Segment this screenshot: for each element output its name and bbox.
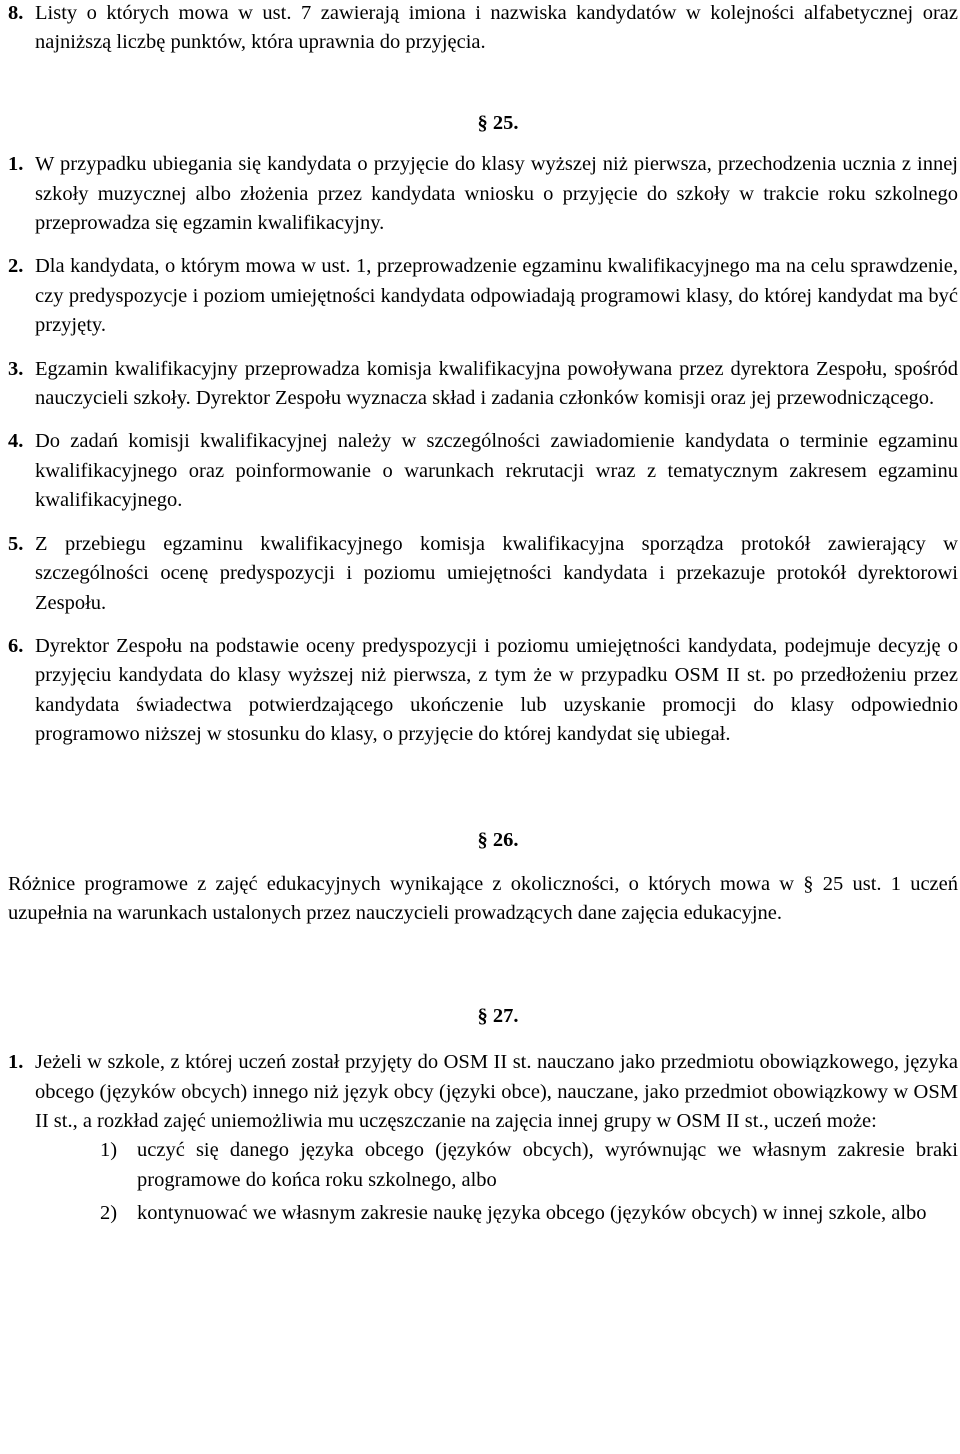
paragraph-number: 5. <box>8 532 24 555</box>
section-heading-26: § 26. <box>477 828 519 851</box>
paragraph-8 <box>8 0 958 58</box>
paragraph-number: 1. <box>8 1051 24 1074</box>
s25-paragraph-2 <box>8 252 958 340</box>
s27-list-item-2 <box>8 1199 958 1228</box>
list-item-number: 1) <box>100 1139 118 1162</box>
s25-paragraph-3 <box>8 355 958 414</box>
s25-paragraph-1 <box>8 150 958 238</box>
section-heading-27: § 27. <box>477 1004 519 1027</box>
paragraph-text: Listy o których mowa w ust. 7 zawierają imiona i nazwiska kandydatów w kolejności alfabetycznej oraz najniższą liczbę punktów, która uprawnia do przyjęcia. <box>35 2 958 54</box>
paragraph-text: Dla kandydata, o którym mowa w ust. 1, przeprowadzenie egzaminu kwalifikacyjnego ma na celu sprawdzenie, czy predyspozycje i poziom umiejętności kandydata odpowiadają programowi klasy, do której kandydat ma być przyjęty. <box>35 255 958 337</box>
paragraph-number: 4. <box>8 430 24 453</box>
paragraph-number: 6. <box>8 634 24 657</box>
list-item-text: kontynuować we własnym zakresie naukę języka obcego (języków obcych) w innej szkole, albo <box>137 1202 927 1225</box>
s26-paragraph: Różnice programowe z zajęć edukacyjnych wynikające z okoliczności, o których mowa w § 25 ust. 1 uczeń uzupełnia na warunkach ustalonych przez nauczycieli prowadzących dane zajęcia edukacyjne. <box>8 872 958 925</box>
s27-paragraph-1 <box>8 1048 958 1136</box>
paragraph-text: Dyrektor Zespołu na podstawie oceny predyspozycji i poziomu umiejętności kandydata, podejmuje decyzję o przyjęciu kandydata do klasy wyższej niż pierwsza, z tym że w przypadku OSM II st. po przedłożeniu przez kandydata świadectwa potwierdzającego ukończenie lub uzyskanie promocji do klasy odpowiednio programowo niższej w stosunku do klasy, o przyjęcie do której kandydat się ubiegał. <box>35 634 958 746</box>
paragraph-text: Z przebiegu egzaminu kwalifikacyjnego komisja kwalifikacyjna sporządza protokół zawierający w szczególności ocenę predyspozycji i poziomu umiejętności kandydata i przekazuje protokół dyrektorowi Zespołu. <box>35 532 958 614</box>
list-item-text: uczyć się danego języka obcego (języków obcych), wyrównując we własnym zakresie braki programowe do końca roku szkolnego, albo <box>137 1139 958 1191</box>
paragraph-number: 3. <box>8 357 24 380</box>
paragraph-number: 2. <box>8 255 24 278</box>
paragraph-text: Jeżeli w szkole, z której uczeń został przyjęty do OSM II st. nauczano jako przedmiotu obowiązkowego, języka obcego (języków obcych) innego niż język obcy (języki obce), nauczane, jako przedmiot obowiązkowy w OSM II st., a rozkład zajęć uniemożliwia mu uczęszczanie na zajęcia innej grupy w OSM II st., uczeń może: <box>35 1051 958 1132</box>
paragraph-text: Do zadań komisji kwalifikacyjnej należy w szczególności zawiadomienie kandydata o terminie egzaminu kwalifikacyjnego oraz poinformowanie o warunkach rekrutacji wraz z tematycznym zakresem egzaminu kwalifikacyjnego. <box>35 430 958 512</box>
s25-paragraph-4 <box>8 427 958 515</box>
paragraph-number: 8. <box>8 2 24 24</box>
paragraph-text: Egzamin kwalifikacyjny przeprowadza komisja kwalifikacyjna powoływana przez dyrektora Zespołu, spośród nauczycieli szkoły. Dyrektor Zespołu wyznacza skład i zadania członków komisji oraz jej przewodniczącego. <box>35 357 958 410</box>
s25-paragraph-5 <box>8 530 958 618</box>
s27-list-item-1 <box>8 1136 958 1195</box>
paragraph-text: W przypadku ubiegania się kandydata o przyjęcie do klasy wyższej niż pierwsza, przechodzenia ucznia z innej szkoły muzycznej albo złożenia przez kandydata wniosku o przyjęcie do szkoły w trakcie roku szkolnego przeprowadza się egzamin kwalifikacyjny. <box>35 153 958 235</box>
document-page <box>8 0 958 1229</box>
section-heading-25: § 25. <box>477 111 519 134</box>
s25-paragraph-6 <box>8 632 958 750</box>
list-item-number: 2) <box>100 1202 118 1225</box>
paragraph-number: 1. <box>8 153 24 176</box>
